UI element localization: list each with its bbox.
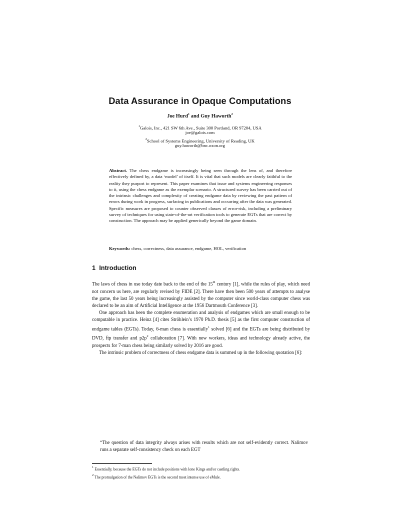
footnote <box>92 465 310 473</box>
footnotes <box>92 465 310 480</box>
paragraph-text: solved [6] and the EGTs are being distributed by DVD, ftp transfer and p2p <box>92 327 310 342</box>
paragraph-text: The laws of chess in use today date back to the end of the 15 <box>92 282 213 288</box>
affiliation-text: Galois, Inc., 421 SW 6th Ave., Suite 300 Portland, OR 97204, USA <box>140 125 262 131</box>
abstract-text: The chess endgame is increasingly being seen through the lens of, and therefore effectively defined by, a data ‘model’ of itself. It is vital that such models are clearly faithful to the reality they purport to represent. This paper examines that issue and systems engineering responses to it, using the chess endgame as the exemplar scenario. A structured survey has been carried out of the intrinsic challenges and complexity of creating endgame data by reviewing the past pattern of errors during work in progress, surfacing in publications and occurring after the data was generated. Specific measures are proposed to counter observed classes of error-risk, including a preliminary survey of techniques for using state-of-the-art verification tools to generate EGTs that are correct by construction. The approach may be applied generically beyond the game domain. <box>109 168 292 224</box>
affiliation-superscript: 2 <box>145 137 147 141</box>
paragraph <box>92 350 310 357</box>
footnote-text: The promulgation of the Nalimov EGTs is the second most intense use of eMule. <box>94 475 221 479</box>
author-conjunction: and <box>189 113 201 120</box>
superscript: th <box>212 280 216 284</box>
section-number: 1 <box>92 265 96 272</box>
author-name: Joe Hurd <box>167 113 189 120</box>
body-text <box>92 279 310 357</box>
affiliation-superscript: 1 <box>138 124 140 128</box>
abstract <box>109 168 292 225</box>
paragraph-text: The intrinsic problem of correctness of chess endgame data is summed up in the following quotation [6]: <box>99 350 303 356</box>
author-superscript: 2 <box>231 112 233 116</box>
author-superscript: 1 <box>188 112 190 116</box>
section-title: Introduction <box>99 265 137 272</box>
footnote-text: Essentially, because the EGTs do not include positions with lone Kings and/or castling rights. <box>94 467 241 472</box>
affiliation-email <box>0 143 400 150</box>
paragraph <box>92 279 310 310</box>
keywords-label: Keywords: <box>109 246 131 251</box>
footnote-divider <box>92 463 152 464</box>
paragraph <box>92 310 310 350</box>
paragraph-text: One approach has been the complete enumeration and analysis of endgames which are small enough to be computable in practice. Heinz [4] cites Ströhlein’s 1970 Ph.D. thesis [5] as the first computer construction of endgame tables (EGTs). Today, 6-man chess is essentially <box>92 310 310 333</box>
affiliation-text: School of Systems Engineering, University of Reading, UK <box>146 138 255 144</box>
paper-title: Data Assurance in Opaque Computations <box>108 96 292 106</box>
footnote-number: 2 <box>92 472 94 477</box>
email-text: guy.haworth@bnc.oxon.org <box>174 142 226 148</box>
footnote <box>92 473 310 481</box>
footnote-marker: 2 <box>146 334 149 339</box>
footnote-number: 1 <box>92 465 94 469</box>
keywords <box>109 246 292 252</box>
paragraph-text: collaboration [7]. With new workers, ideas and technology already active, the prospects for 7-man chess being similarly solved by 2016 are good. <box>92 336 311 349</box>
email-text: joe@galois.com <box>185 129 215 135</box>
author-name: Guy Haworth <box>200 113 232 120</box>
author-line <box>0 112 400 120</box>
block-quote: “The question of data integrity always arises with results which are not self-evidently correct. Nalimov runs a separate self-consistency check on each EGT <box>100 441 308 453</box>
paragraph-text: century [1], while the rules of play, which need not concern us here, are regularly revised by FIDE [2]. There have then been 500 years of attempts to analyse the game, the last 50 years being increasingly assisted by the computer since world-class computer chess was declared to be an aim of Artificial Intelligence at the 1956 Dartmouth Conference [3]. <box>92 282 310 309</box>
keywords-text: chess, correctness, data assurance, endgame, HOL, verification <box>131 246 247 251</box>
footnote-marker: 1 <box>208 324 210 329</box>
section-heading <box>92 265 312 272</box>
abstract-label: Abstract. <box>109 168 128 173</box>
